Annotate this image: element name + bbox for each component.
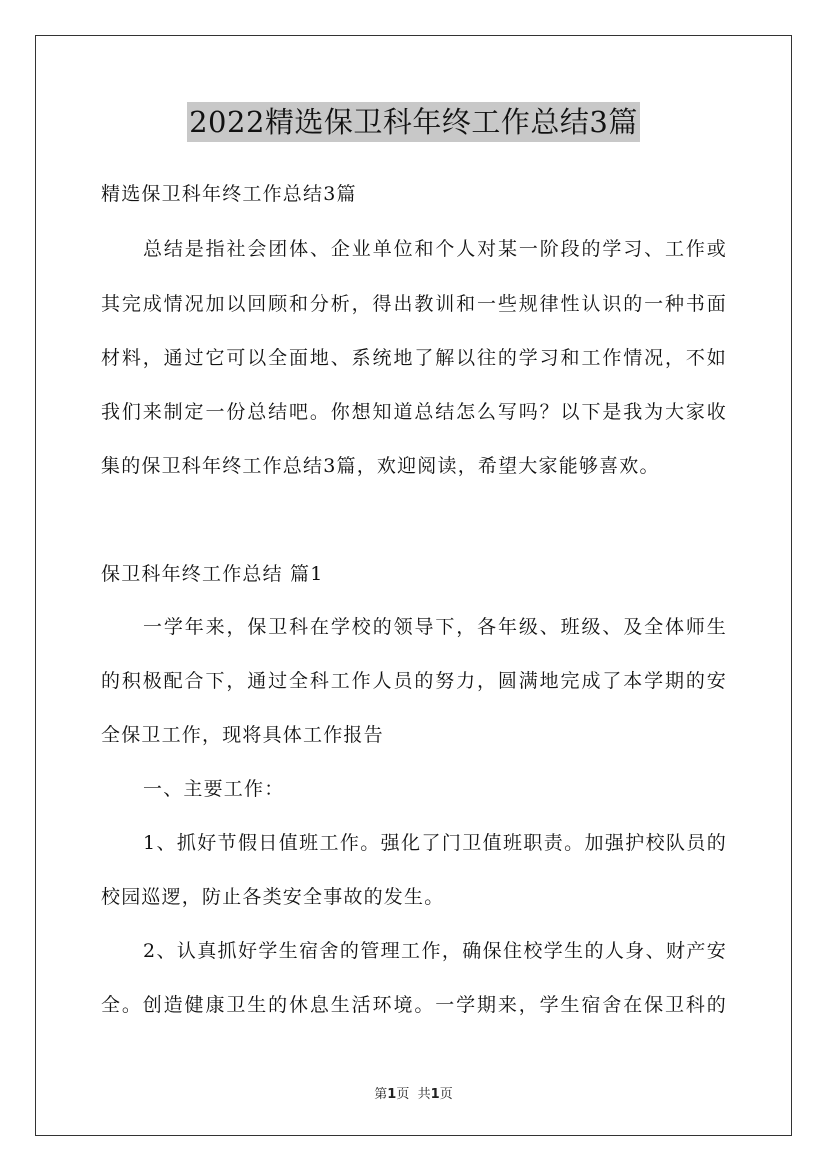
title-container (0, 102, 827, 142)
list-item-line: 全。创造健康卫生的休息生活环境。一学期来，学生宿舍在保卫科的 (101, 994, 727, 1016)
section-heading: 保卫科年终工作总结 篇1 (101, 563, 324, 585)
list-item-line: 1、抓好节假日值班工作。强化了门卫值班职责。加强护校队员的 (143, 832, 727, 854)
intro-line: 其完成情况加以回顾和分析，得出教训和一些规律性认识的一种书面 (101, 293, 727, 315)
paragraph-line: 的积极配合下，通过全科工作人员的努力，圆满地完成了本学期的安 (101, 670, 727, 692)
intro-line: 材料，通过它可以全面地、系统地了解以往的学习和工作情况，不如 (101, 347, 727, 369)
intro-line: 我们来制定一份总结吧。你想知道总结怎么写吗？以下是我为大家收 (101, 401, 727, 423)
document-title: 2022精选保卫科年终工作总结3篇 (187, 102, 640, 142)
footer-page-suffix: 页 (396, 1087, 410, 1102)
footer-total-suffix: 页 (439, 1087, 453, 1102)
list-item-line: 校园巡逻，防止各类安全事故的发生。 (101, 886, 445, 908)
intro-line: 总结是指社会团体、企业单位和个人对某一阶段的学习、工作或 (143, 238, 727, 260)
page-footer (0, 1083, 827, 1102)
footer-total-prefix: 共 (417, 1087, 431, 1102)
document-subtitle: 精选保卫科年终工作总结3篇 (101, 183, 357, 205)
footer-page-prefix: 第 (374, 1087, 388, 1102)
paragraph-line: 一学年来，保卫科在学校的领导下，各年级、班级、及全体师生 (143, 616, 727, 638)
subheading: 一、主要工作： (143, 778, 285, 800)
footer-page-number: 1 (387, 1087, 397, 1102)
paragraph-line: 全保卫工作，现将具体工作报告 (101, 724, 384, 746)
intro-line: 集的保卫科年终工作总结3篇，欢迎阅读，希望大家能够喜欢。 (101, 455, 660, 477)
footer-total-pages: 1 (430, 1087, 440, 1102)
list-item-line: 2、认真抓好学生宿舍的管理工作，确保住校学生的人身、财产安 (143, 940, 727, 962)
